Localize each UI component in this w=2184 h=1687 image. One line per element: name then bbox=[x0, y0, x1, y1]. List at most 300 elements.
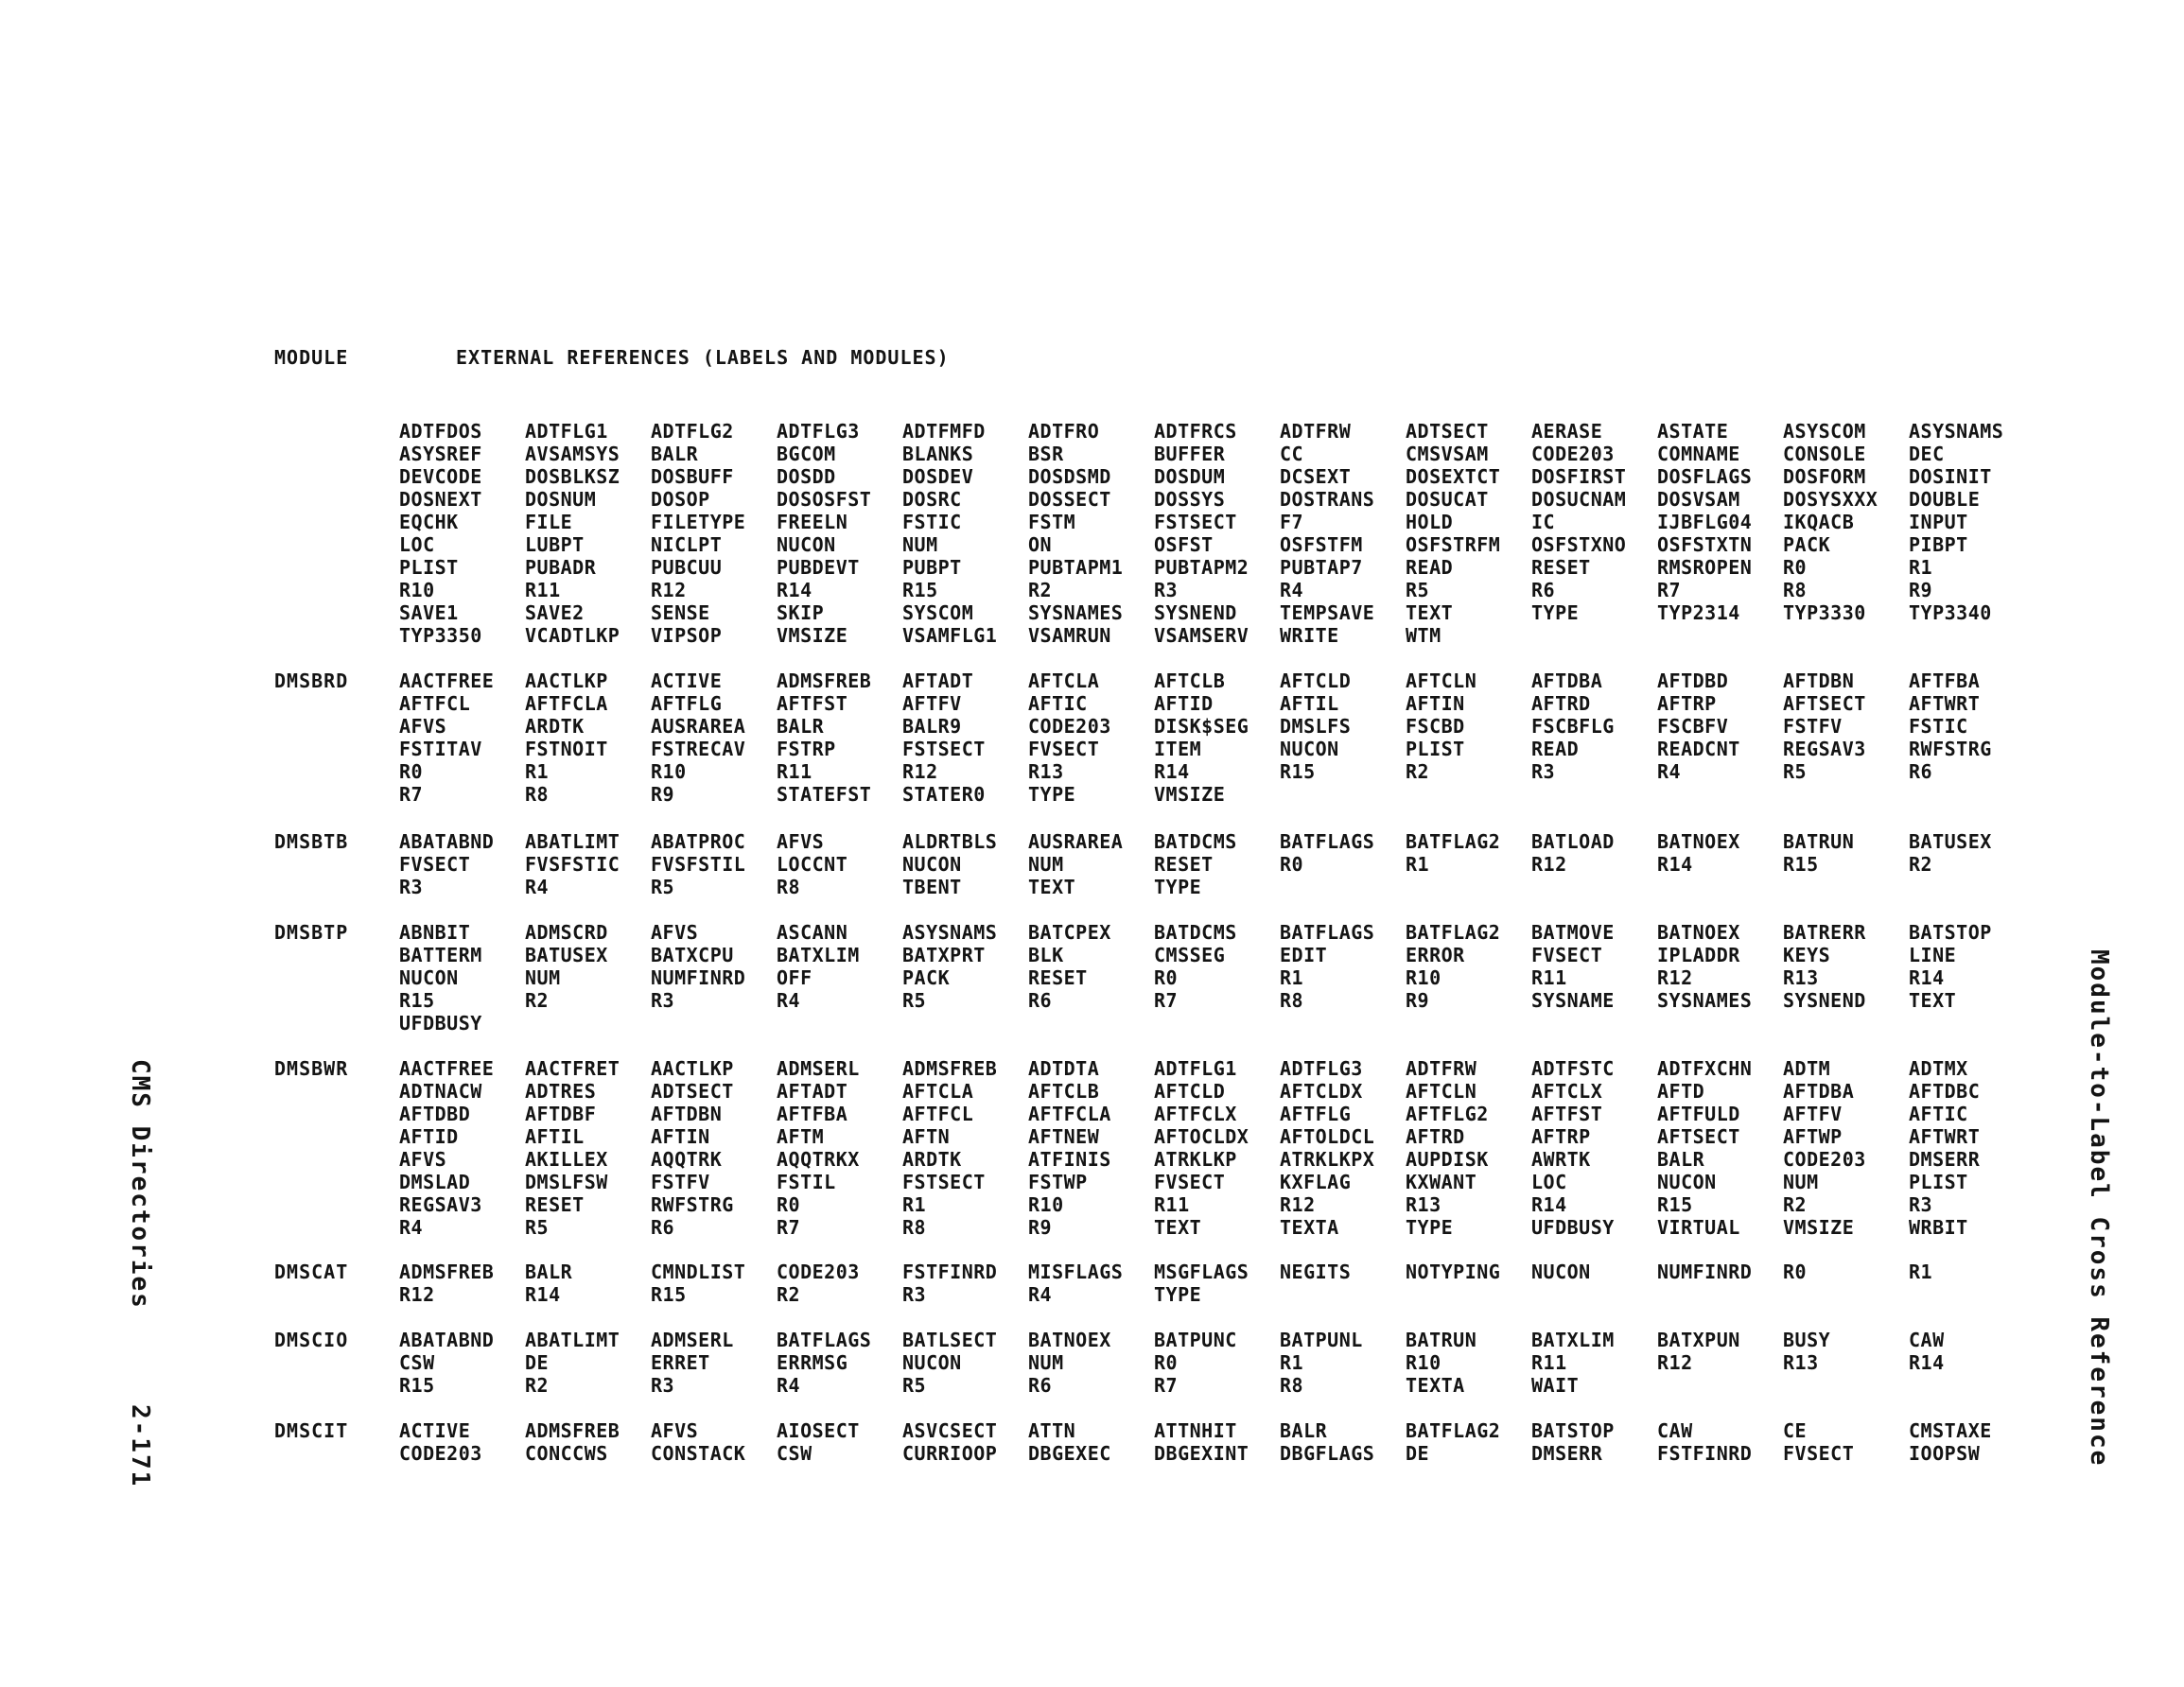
reference-label: TYPE bbox=[1154, 1283, 1202, 1306]
reference-label: AFTDBD bbox=[1657, 670, 1729, 692]
reference-label: NUMFINRD bbox=[1657, 1261, 1753, 1283]
reference-label: R0 bbox=[399, 760, 424, 783]
reference-label: BATSTOP bbox=[1531, 1419, 1615, 1442]
reference-label: PUBCUU bbox=[651, 556, 723, 579]
reference-label: AFTFCLA bbox=[1028, 1103, 1111, 1125]
reference-label: IOOPSW bbox=[1909, 1442, 1981, 1465]
reference-label: OSFSTFM bbox=[1280, 533, 1363, 556]
reference-label: AFTRD bbox=[1531, 692, 1591, 715]
reference-label: BSR bbox=[1028, 443, 1064, 465]
reference-label: AFVS bbox=[399, 1148, 447, 1171]
references-column-header: EXTERNAL REFERENCES (LABELS AND MODULES) bbox=[456, 346, 950, 369]
reference-label: NUM bbox=[1028, 1351, 1064, 1374]
reference-label: TYPE bbox=[1154, 876, 1202, 898]
reference-label: AFTADT bbox=[777, 1080, 848, 1103]
reference-label: CMSTAXE bbox=[1909, 1419, 1992, 1442]
reference-label: VMSIZE bbox=[1783, 1216, 1855, 1239]
reference-label: R15 bbox=[399, 1374, 435, 1397]
reference-label: VIRTUAL bbox=[1657, 1216, 1740, 1239]
reference-label: BATRUN bbox=[1783, 830, 1855, 853]
reference-label: FSTWP bbox=[1028, 1171, 1088, 1193]
reference-label: AFTDBF bbox=[525, 1103, 597, 1125]
reference-label: R15 bbox=[1657, 1193, 1693, 1216]
reference-label: ADTFRO bbox=[1028, 420, 1100, 443]
reference-label: R6 bbox=[651, 1216, 675, 1239]
reference-label: BATRERR bbox=[1783, 921, 1866, 944]
reference-label: CMNDLIST bbox=[651, 1261, 746, 1283]
reference-label: R1 bbox=[1909, 1261, 1933, 1283]
reference-label: R15 bbox=[399, 989, 435, 1012]
reference-label: LOCCNT bbox=[777, 853, 848, 876]
reference-label: TYP3350 bbox=[399, 624, 482, 647]
reference-label: R12 bbox=[1657, 1351, 1693, 1374]
reference-label: AFTN bbox=[902, 1125, 951, 1148]
reference-label: R14 bbox=[1154, 760, 1190, 783]
reference-label: TEXTA bbox=[1280, 1216, 1339, 1239]
reference-label: ADMSERL bbox=[651, 1329, 734, 1351]
reference-label: BATFLAGS bbox=[1280, 830, 1375, 853]
reference-label: AFTFBA bbox=[777, 1103, 848, 1125]
reference-label: DOSFIRST bbox=[1531, 465, 1627, 488]
reference-label: ERROR bbox=[1406, 944, 1465, 966]
reference-label: DOSDD bbox=[777, 465, 836, 488]
reference-label: ADMSFREB bbox=[525, 1419, 620, 1442]
reference-label: AFTSECT bbox=[1657, 1125, 1740, 1148]
reference-label: AFTFV bbox=[1783, 1103, 1843, 1125]
reference-label: R12 bbox=[1531, 853, 1567, 876]
reference-label: LINE bbox=[1909, 944, 1957, 966]
reference-label: CODE203 bbox=[399, 1442, 482, 1465]
reference-label: VSAMSERV bbox=[1154, 624, 1249, 647]
reference-label: AFTRD bbox=[1406, 1125, 1465, 1148]
reference-label: PUBDEVT bbox=[777, 556, 860, 579]
reference-label: AACTFRET bbox=[525, 1057, 620, 1080]
reference-label: AFTIN bbox=[1406, 692, 1465, 715]
reference-label: ADMSERL bbox=[777, 1057, 860, 1080]
reference-label: FSTSECT bbox=[902, 1171, 986, 1193]
reference-label: R8 bbox=[1280, 989, 1304, 1012]
reference-label: AFTSECT bbox=[1783, 692, 1866, 715]
reference-label: HOLD bbox=[1406, 511, 1454, 533]
reference-label: TYP3340 bbox=[1909, 601, 1992, 624]
reference-label: DOSFLAGS bbox=[1657, 465, 1753, 488]
reference-label: ADTFSTC bbox=[1531, 1057, 1615, 1080]
reference-label: TYP3330 bbox=[1783, 601, 1866, 624]
reference-label: ERRMSG bbox=[777, 1351, 848, 1374]
reference-label: R11 bbox=[777, 760, 812, 783]
reference-label: WTM bbox=[1406, 624, 1441, 647]
reference-label: R6 bbox=[1028, 1374, 1053, 1397]
reference-label: LUBPT bbox=[525, 533, 585, 556]
reference-label: BATXPRT bbox=[902, 944, 986, 966]
reference-label: AFVS bbox=[399, 715, 447, 738]
reference-label: DCSEXT bbox=[1280, 465, 1352, 488]
reference-label: R0 bbox=[1783, 556, 1808, 579]
reference-label: DOSINIT bbox=[1909, 465, 1992, 488]
module-name: DMSBTB bbox=[274, 830, 349, 853]
reference-label: ADTFLG1 bbox=[525, 420, 608, 443]
reference-label: R1 bbox=[902, 1193, 927, 1216]
reference-label: NUMFINRD bbox=[651, 966, 746, 989]
module-name: DMSBTP bbox=[274, 921, 349, 944]
reference-label: NUCON bbox=[1657, 1171, 1717, 1193]
reference-label: TYPE bbox=[1028, 783, 1076, 806]
reference-label: R8 bbox=[525, 783, 550, 806]
reference-label: KEYS bbox=[1783, 944, 1831, 966]
reference-label: ATTNHIT bbox=[1154, 1419, 1237, 1442]
reference-label: STATER0 bbox=[902, 783, 986, 806]
reference-label: BUFFER bbox=[1154, 443, 1226, 465]
reference-label: CODE203 bbox=[1783, 1148, 1866, 1171]
reference-label: BALR bbox=[1280, 1419, 1328, 1442]
reference-label: NUCON bbox=[902, 1351, 962, 1374]
reference-label: FVSECT bbox=[1028, 738, 1100, 760]
reference-label: TEXTA bbox=[1406, 1374, 1465, 1397]
reference-label: PLIST bbox=[1406, 738, 1465, 760]
reference-label: ATRKLKPX bbox=[1280, 1148, 1375, 1171]
reference-label: VCADTLKP bbox=[525, 624, 620, 647]
reference-label: BATXCPU bbox=[651, 944, 734, 966]
reference-label: TEXT bbox=[1154, 1216, 1202, 1239]
reference-label: ADTFLG3 bbox=[777, 420, 860, 443]
module-name: DMSCIT bbox=[274, 1419, 349, 1442]
reference-label: CONSTACK bbox=[651, 1442, 746, 1465]
module-name: DMSBRD bbox=[274, 670, 349, 692]
reference-label: TBENT bbox=[902, 876, 962, 898]
reference-label: DOSNEXT bbox=[399, 488, 482, 511]
reference-label: BATLSECT bbox=[902, 1329, 998, 1351]
reference-label: PUBTAPM2 bbox=[1154, 556, 1249, 579]
reference-label: AFVS bbox=[777, 830, 825, 853]
reference-label: PUBADR bbox=[525, 556, 597, 579]
reference-label: FSTIC bbox=[902, 511, 962, 533]
reference-label: MSGFLAGS bbox=[1154, 1261, 1249, 1283]
reference-label: AFTFV bbox=[902, 692, 962, 715]
reference-label: READ bbox=[1406, 556, 1454, 579]
reference-label: FSCBFLG bbox=[1531, 715, 1615, 738]
reference-label: AIOSECT bbox=[777, 1419, 860, 1442]
reference-label: R14 bbox=[1657, 853, 1693, 876]
reference-label: R5 bbox=[902, 1374, 927, 1397]
reference-label: FILETYPE bbox=[651, 511, 746, 533]
reference-label: KXWANT bbox=[1406, 1171, 1477, 1193]
reference-label: DE bbox=[525, 1351, 550, 1374]
reference-label: DOSDEV bbox=[902, 465, 974, 488]
reference-label: AFVS bbox=[651, 1419, 699, 1442]
reference-label: BATDCMS bbox=[1154, 830, 1237, 853]
reference-label: CC bbox=[1280, 443, 1304, 465]
reference-label: AFTM bbox=[777, 1125, 825, 1148]
page-number: 2-171 bbox=[126, 1403, 154, 1488]
reference-label: BATCPEX bbox=[1028, 921, 1111, 944]
reference-label: RMSROPEN bbox=[1657, 556, 1753, 579]
reference-label: CODE203 bbox=[777, 1261, 860, 1283]
reference-label: CMSVSAM bbox=[1406, 443, 1489, 465]
reference-label: NUCON bbox=[399, 966, 459, 989]
reference-label: AERASE bbox=[1531, 420, 1603, 443]
reference-label: FSTNOIT bbox=[525, 738, 608, 760]
reference-label: VMSIZE bbox=[777, 624, 848, 647]
reference-label: IPLADDR bbox=[1657, 944, 1740, 966]
reference-label: AFTFULD bbox=[1657, 1103, 1740, 1125]
reference-label: NEGITS bbox=[1280, 1261, 1352, 1283]
reference-label: ITEM bbox=[1154, 738, 1202, 760]
reference-label: CODE203 bbox=[1028, 715, 1111, 738]
reference-label: WRITE bbox=[1280, 624, 1339, 647]
reference-label: BATXPUN bbox=[1657, 1329, 1740, 1351]
reference-label: AFVS bbox=[651, 921, 699, 944]
reference-label: CONSOLE bbox=[1783, 443, 1866, 465]
reference-label: AFTFCL bbox=[399, 692, 471, 715]
reference-label: ASYSNAMS bbox=[1909, 420, 2004, 443]
reference-label: OSFSTRFM bbox=[1406, 533, 1501, 556]
reference-label: VSAMFLG1 bbox=[902, 624, 998, 647]
reference-label: DISK$SEG bbox=[1154, 715, 1249, 738]
reference-label: R4 bbox=[525, 876, 550, 898]
reference-label: ARDTK bbox=[525, 715, 585, 738]
reference-label: AKILLEX bbox=[525, 1148, 608, 1171]
reference-label: DOSSYS bbox=[1154, 488, 1226, 511]
reference-label: FSTRECAV bbox=[651, 738, 746, 760]
reference-label: BATLOAD bbox=[1531, 830, 1615, 853]
reference-label: DOSYSXXX bbox=[1783, 488, 1878, 511]
reference-label: RESET bbox=[1028, 966, 1088, 989]
reference-label: AFTRP bbox=[1531, 1125, 1591, 1148]
reference-label: R6 bbox=[1531, 579, 1556, 601]
reference-label: AFTCLB bbox=[1154, 670, 1226, 692]
reference-label: DOSDSMD bbox=[1028, 465, 1111, 488]
reference-label: R7 bbox=[1657, 579, 1682, 601]
reference-label: EQCHK bbox=[399, 511, 459, 533]
reference-label: ABATLIMT bbox=[525, 830, 620, 853]
reference-label: BATXLIM bbox=[1531, 1329, 1615, 1351]
reference-label: STATEFST bbox=[777, 783, 872, 806]
reference-label: ADTFRW bbox=[1406, 1057, 1477, 1080]
reference-label: R9 bbox=[651, 783, 675, 806]
reference-label: DOSUCAT bbox=[1406, 488, 1489, 511]
reference-label: IJBFLG04 bbox=[1657, 511, 1753, 533]
reference-label: VSAMRUN bbox=[1028, 624, 1111, 647]
reference-label: ABATLIMT bbox=[525, 1329, 620, 1351]
reference-label: R1 bbox=[1909, 556, 1933, 579]
reference-label: AFTRP bbox=[1657, 692, 1717, 715]
reference-label: NUCON bbox=[1531, 1261, 1591, 1283]
reference-label: ERRET bbox=[651, 1351, 710, 1374]
reference-label: ADTDTA bbox=[1028, 1057, 1100, 1080]
reference-label: OSFST bbox=[1154, 533, 1214, 556]
reference-label: EDIT bbox=[1280, 944, 1328, 966]
reference-label: R8 bbox=[777, 876, 801, 898]
reference-label: ASTATE bbox=[1657, 420, 1729, 443]
reference-label: ASYSCOM bbox=[1783, 420, 1866, 443]
reference-label: R12 bbox=[399, 1283, 435, 1306]
reference-label: RWFSTRG bbox=[1909, 738, 1992, 760]
reference-label: AFTFCLA bbox=[525, 692, 608, 715]
reference-label: R3 bbox=[902, 1283, 927, 1306]
reference-label: AUPDISK bbox=[1406, 1148, 1489, 1171]
reference-label: BATMOVE bbox=[1531, 921, 1615, 944]
reference-label: R11 bbox=[1531, 966, 1567, 989]
reference-label: SYSNAMES bbox=[1028, 601, 1124, 624]
reference-label: ADTSECT bbox=[651, 1080, 734, 1103]
reference-label: ADMSFREB bbox=[399, 1261, 495, 1283]
reference-label: AFTFLG2 bbox=[1406, 1103, 1489, 1125]
reference-label: AFTIC bbox=[1909, 1103, 1968, 1125]
reference-label: LOC bbox=[1531, 1171, 1567, 1193]
reference-label: FSCBD bbox=[1406, 715, 1465, 738]
reference-label: R2 bbox=[777, 1283, 801, 1306]
reference-label: R3 bbox=[651, 989, 675, 1012]
reference-label: DOSNUM bbox=[525, 488, 597, 511]
reference-label: BATUSEX bbox=[1909, 830, 1992, 853]
reference-label: AFTDBD bbox=[399, 1103, 471, 1125]
reference-label: R4 bbox=[777, 1374, 801, 1397]
reference-label: AQQTRKX bbox=[777, 1148, 860, 1171]
reference-label: AFTFCLX bbox=[1154, 1103, 1237, 1125]
reference-label: R9 bbox=[1909, 579, 1933, 601]
reference-label: DOSEXTCT bbox=[1406, 465, 1501, 488]
reference-label: R5 bbox=[525, 1216, 550, 1239]
reference-label: OSFSTXNO bbox=[1531, 533, 1627, 556]
reference-label: PACK bbox=[902, 966, 951, 989]
reference-label: BATFLAGS bbox=[1280, 921, 1375, 944]
reference-label: CURRIOOP bbox=[902, 1442, 998, 1465]
reference-label: ADTRES bbox=[525, 1080, 597, 1103]
reference-label: AFTCLX bbox=[1531, 1080, 1603, 1103]
reference-label: PUBTAPM1 bbox=[1028, 556, 1124, 579]
reference-label: BATDCMS bbox=[1154, 921, 1237, 944]
reference-label: NUM bbox=[1028, 853, 1064, 876]
reference-label: AFTIL bbox=[525, 1125, 585, 1148]
reference-label: R14 bbox=[1909, 966, 1945, 989]
reference-label: R6 bbox=[1909, 760, 1933, 783]
reference-label: R12 bbox=[651, 579, 687, 601]
reference-label: R0 bbox=[1154, 966, 1179, 989]
reference-label: R5 bbox=[651, 876, 675, 898]
reference-label: AFTFLG bbox=[651, 692, 723, 715]
reference-label: CODE203 bbox=[1531, 443, 1615, 465]
reference-label: BUSY bbox=[1783, 1329, 1831, 1351]
reference-label: TEXT bbox=[1028, 876, 1076, 898]
reference-label: AACTFREE bbox=[399, 1057, 495, 1080]
reference-label: R0 bbox=[1783, 1261, 1808, 1283]
reference-label: OFF bbox=[777, 966, 812, 989]
reference-label: R6 bbox=[1028, 989, 1053, 1012]
reference-label: AFTID bbox=[1154, 692, 1214, 715]
reference-label: BATXLIM bbox=[777, 944, 860, 966]
reference-label: R8 bbox=[902, 1216, 927, 1239]
reference-label: SYSNEND bbox=[1783, 989, 1866, 1012]
reference-label: R12 bbox=[902, 760, 938, 783]
reference-label: ALDRTBLS bbox=[902, 830, 998, 853]
reference-label: RWFSTRG bbox=[651, 1193, 734, 1216]
reference-label: R15 bbox=[651, 1283, 687, 1306]
reference-label: FREELN bbox=[777, 511, 848, 533]
reference-label: R0 bbox=[1154, 1351, 1179, 1374]
reference-label: AFTFLG bbox=[1280, 1103, 1352, 1125]
reference-label: FSTFINRD bbox=[902, 1261, 998, 1283]
reference-label: TEMPSAVE bbox=[1280, 601, 1375, 624]
reference-label: R3 bbox=[1909, 1193, 1933, 1216]
reference-label: AFTCLN bbox=[1406, 670, 1477, 692]
reference-label: AUSRAREA bbox=[1028, 830, 1124, 853]
reference-label: ADTFLG3 bbox=[1280, 1057, 1363, 1080]
reference-label: ATFINIS bbox=[1028, 1148, 1111, 1171]
reference-label: RESET bbox=[1154, 853, 1214, 876]
reference-label: KXFLAG bbox=[1280, 1171, 1352, 1193]
reference-label: R1 bbox=[1406, 853, 1430, 876]
reference-label: AFTCLB bbox=[1028, 1080, 1100, 1103]
reference-label: ADTFMFD bbox=[902, 420, 986, 443]
reference-label: AUSRAREA bbox=[651, 715, 746, 738]
reference-label: ABATPROC bbox=[651, 830, 746, 853]
reference-label: R15 bbox=[902, 579, 938, 601]
reference-label: AFTDBN bbox=[1783, 670, 1855, 692]
reference-label: AFTID bbox=[399, 1125, 459, 1148]
reference-label: SAVE1 bbox=[399, 601, 459, 624]
reference-label: ADTNACW bbox=[399, 1080, 482, 1103]
reference-label: AFTDBC bbox=[1909, 1080, 1981, 1103]
reference-label: WRBIT bbox=[1909, 1216, 1968, 1239]
reference-label: AFTOLDCL bbox=[1280, 1125, 1375, 1148]
reference-label: FSTIL bbox=[777, 1171, 836, 1193]
reference-label: R5 bbox=[1406, 579, 1430, 601]
reference-label: FVSFSTIC bbox=[525, 853, 620, 876]
reference-label: AQQTRK bbox=[651, 1148, 723, 1171]
reference-label: R2 bbox=[1406, 760, 1430, 783]
reference-label: AFTFBA bbox=[1909, 670, 1981, 692]
reference-label: CONCCWS bbox=[525, 1442, 608, 1465]
reference-label: AFTDBA bbox=[1531, 670, 1603, 692]
reference-label: R8 bbox=[1783, 579, 1808, 601]
reference-label: R13 bbox=[1783, 966, 1819, 989]
reference-label: DOSSECT bbox=[1028, 488, 1111, 511]
reference-label: BATPUNL bbox=[1280, 1329, 1363, 1351]
reference-label: R4 bbox=[399, 1216, 424, 1239]
reference-label: NUCON bbox=[902, 853, 962, 876]
reference-label: AFTDBA bbox=[1783, 1080, 1855, 1103]
reference-label: LOC bbox=[399, 533, 435, 556]
reference-label: R11 bbox=[1154, 1193, 1190, 1216]
reference-label: PUBTAP7 bbox=[1280, 556, 1363, 579]
reference-label: AACTFREE bbox=[399, 670, 495, 692]
reference-label: CE bbox=[1783, 1419, 1808, 1442]
reference-label: BALR9 bbox=[902, 715, 962, 738]
reference-label: BATNOEX bbox=[1028, 1329, 1111, 1351]
reference-label: R3 bbox=[651, 1374, 675, 1397]
reference-label: IC bbox=[1531, 511, 1556, 533]
reference-label: DOSTRANS bbox=[1280, 488, 1375, 511]
reference-label: DBGEXEC bbox=[1028, 1442, 1111, 1465]
reference-label: TYPE bbox=[1406, 1216, 1454, 1239]
reference-label: DOSDUM bbox=[1154, 465, 1226, 488]
reference-label: SYSNEND bbox=[1154, 601, 1237, 624]
reference-label: FSTFV bbox=[651, 1171, 710, 1193]
reference-label: BATTERM bbox=[399, 944, 482, 966]
reference-label: F7 bbox=[1280, 511, 1304, 533]
reference-label: FVSFSTIL bbox=[651, 853, 746, 876]
reference-label: R10 bbox=[1406, 1351, 1441, 1374]
reference-label: R13 bbox=[1406, 1193, 1441, 1216]
reference-label: ADTFLG1 bbox=[1154, 1057, 1237, 1080]
reference-label: INPUT bbox=[1909, 511, 1968, 533]
reference-label: BATNOEX bbox=[1657, 830, 1740, 853]
reference-label: READCNT bbox=[1657, 738, 1740, 760]
reference-label: ON bbox=[1028, 533, 1053, 556]
reference-label: ASYSREF bbox=[399, 443, 482, 465]
reference-label: R0 bbox=[777, 1193, 801, 1216]
reference-label: R1 bbox=[1280, 966, 1304, 989]
